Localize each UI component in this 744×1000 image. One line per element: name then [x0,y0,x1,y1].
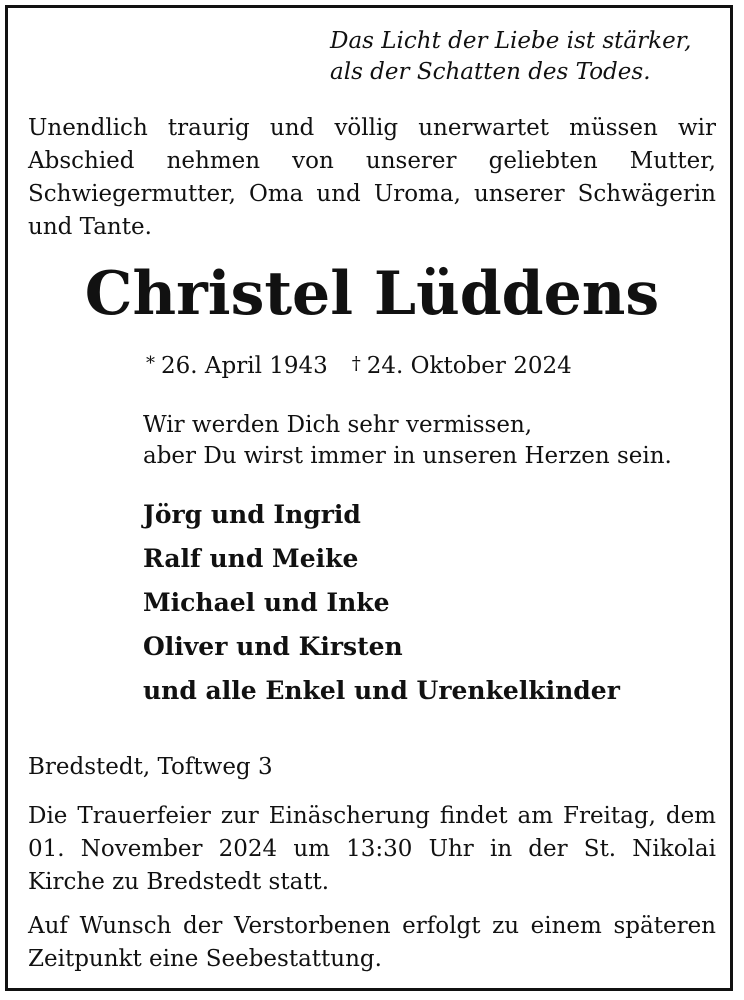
mourner-entry: Ralf und Meike [143,544,359,573]
burial-paragraph: Auf Wunsch der Verstorbenen erfolgt zu einem späteren Zeitpunkt eine Seebestattung. [28,913,716,972]
birth-star-icon: * [146,353,155,374]
motto-line: Das Licht der Liebe ist stärker, [330,28,692,54]
motto-line: als der Schatten des Todes. [330,59,651,85]
mourners-list [143,493,723,713]
farewell-verse [143,410,723,472]
death-date [352,353,572,379]
verse-line: aber Du wirst immer in unseren Herzen sein. [143,443,672,469]
motto-quote [330,26,720,88]
verse-line: Wir werden Dich sehr vermissen, [143,412,533,438]
deceased-name: Christel Lüddens [84,259,660,329]
life-dates [146,346,666,384]
mourner-entry: Michael und Inke [143,588,390,617]
intro-paragraph: Unendlich traurig und völlig unerwartet müssen wir Abschied nehmen von unserer geliebten Mutter, Schwiegermutter, Oma und Uroma, unserer Schwägerin und Tante. [28,115,716,240]
death-cross-icon: † [351,353,361,374]
mourner-entry: Oliver und Kirsten [143,632,403,661]
birth-date-text: 26. April 1943 [161,353,328,379]
death-date-text: 24. Oktober 2024 [366,353,572,379]
mourner-entry: und alle Enkel und Urenkelkinder [143,676,620,705]
birth-date [146,353,328,379]
mourner-entry: Jörg und Ingrid [143,500,361,529]
family-address: Bredstedt, Toftweg 3 [28,754,273,780]
ceremony-paragraph: Die Trauerfeier zur Einäscherung findet am Freitag, dem 01. November 2024 um 13:30 Uhr in der St. Nikolai Kirche zu Bredstedt statt. [28,803,716,895]
